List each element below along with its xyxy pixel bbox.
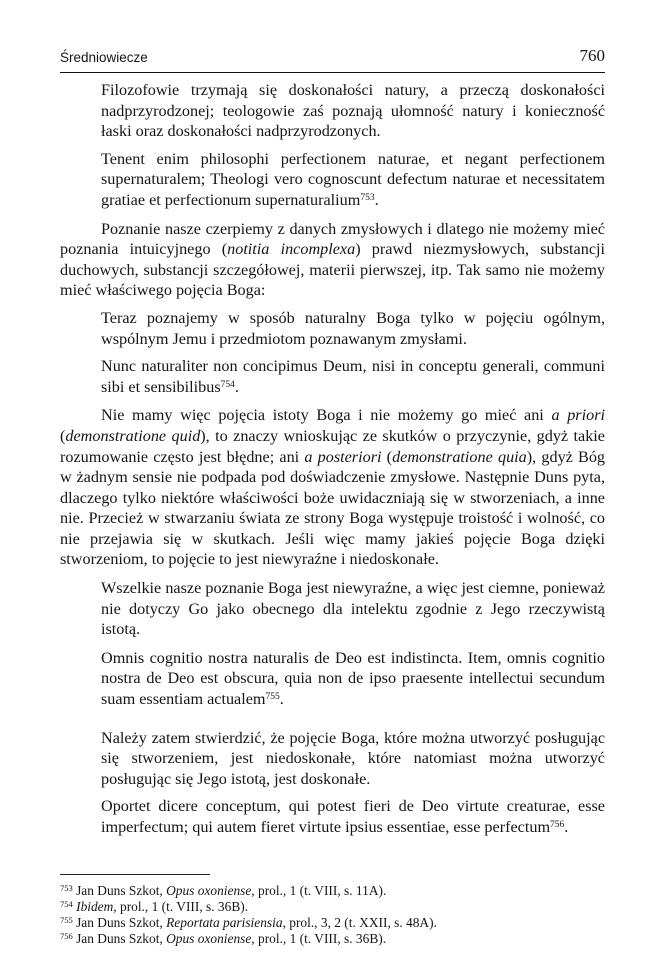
footnote-ref: 755 <box>265 692 280 703</box>
text-run: ), to znaczy wnioskując ze skutków o przyczynie, gdyż takie rozumowanie często jest błędne; ani <box>60 426 605 466</box>
body-paragraph <box>60 405 605 570</box>
footnotes <box>60 883 605 947</box>
text-run: . <box>279 690 284 709</box>
text-run: Jan Duns Szkot, <box>72 915 167 930</box>
footnote-ref: 755 <box>60 915 73 925</box>
header-title: Średniowiecze <box>60 50 148 65</box>
text-run: ( <box>60 426 66 445</box>
italic-text: Ibidem <box>76 899 114 914</box>
text-run: . <box>374 190 379 209</box>
quote-paragraph <box>101 796 605 837</box>
footnote <box>60 899 605 915</box>
quote-paragraph <box>101 648 605 710</box>
footnote <box>60 883 605 899</box>
footnote <box>60 931 605 947</box>
quote-paragraph <box>101 728 605 790</box>
italic-text: a priori <box>551 406 605 425</box>
text-run: Omnis cognitio nostra naturalis de Deo est indistincta. Item, omnis cognitio nostra de Deo est obscura, quia non de ipso praesente intellectui secundum suam essentiam actualem <box>101 648 605 709</box>
text-run: Nunc naturaliter non concipimus Deum, nisi in conceptu generali, communi sibi et sensibilibus <box>101 357 605 396</box>
footnote-ref: 754 <box>220 379 235 390</box>
text-run: Oportet dicere conceptum, qui potest fieri de Deo virtute creaturae, esse imperfectum; qui autem fieret virtute ipsius essentiae, esse perfectum <box>101 797 605 836</box>
text-run: Teraz poznajemy w sposób naturalny Boga tylko w pojęciu ogólnym, wspólnym Jemu i przedmiotom poznawanym zmysłami. <box>101 308 605 348</box>
running-header <box>60 44 605 70</box>
text-run: Jan Duns Szkot, <box>72 883 167 898</box>
italic-text: Reportata parisiensia <box>166 915 283 930</box>
text-run: Wszelkie nasze poznanie Boga jest niewyraźne, a więc jest ciemne, ponieważ nie dotyczy Go jako obecnego dla intelektu zgodnie z Jego rzeczywistą istotą. <box>101 579 605 639</box>
text-run: Poznanie nasze czerpiemy z danych zmysłowych i dlatego nie możemy mieć poznania intuicyjnego ( <box>60 219 605 259</box>
quote-paragraph <box>101 578 605 640</box>
footnote-ref: 754 <box>60 899 73 909</box>
footnote <box>60 915 605 931</box>
footnote-ref: 756 <box>60 931 73 941</box>
italic-text: a posteriori <box>304 447 382 466</box>
text-run: , prol., 1 (t. VIII, s. 36B). <box>113 899 249 914</box>
footnote-ref: 756 <box>550 820 565 830</box>
italic-text: Opus oxoniense <box>166 883 252 898</box>
text-run: , prol., 1 (t. VIII, s. 36B). <box>251 931 387 946</box>
quote-paragraph <box>101 308 605 349</box>
text-run: Jan Duns Szkot, <box>72 931 167 946</box>
text-run: Filozofowie trzymają się doskonałości natury, a przeczą doskonałości nadprzyrodzonej; teologowie zaś poznają ułomność natury i konieczność łaski oraz doskonałości nadprzyrodzonych. <box>101 81 605 141</box>
footnote-ref: 753 <box>60 883 73 893</box>
italic-text: demonstratione quia <box>392 447 527 466</box>
text-run: , prol., 1 (t. VIII, s. 11A). <box>251 883 387 898</box>
text-run: ) prawd niezmysłowych, substancji duchowych, substancji szczegółowej, materii pierwszej, itp. Tak samo nie możemy mieć właściwego pojęcia Boga: <box>60 240 605 300</box>
body-paragraph <box>60 219 605 301</box>
page-number: 760 <box>579 46 605 65</box>
page-body <box>60 80 605 838</box>
header-rule <box>60 72 605 73</box>
italic-text: Opus oxoniense <box>166 931 252 946</box>
text-run: . <box>564 818 569 836</box>
quote-paragraph <box>101 149 605 211</box>
italic-text: notitia incomplexa <box>227 240 356 259</box>
footnote-rule <box>60 874 210 875</box>
italic-text: demonstratione quid <box>65 426 201 445</box>
text-run: Należy zatem stwierdzić, że pojęcie Boga, które można utworzyć posługując się stworzeniem, jest niedoskonałe, które natomiast można utworzyć posługując się Jego istotą, jest doskonałe. <box>101 728 605 788</box>
text-run: ), gdyż Bóg w żadnym sensie nie podpada pod doświadczenie zmysłowe. Następnie Duns pyta, dlaczego tylko niektóre właściwości boże uwidaczniają się w stworzeniach, a inne nie. Przecież w stwarzaniu świata ze strony Boga występuje troistość i wolność, co nie przejawia się w skutkach. Jeśli więc mamy jakieś pojęcie Boga dzięki stworzeniom, to pojęcie to jest niewyraźne i niedoskonałe. <box>60 447 606 569</box>
text-run: ( <box>381 447 393 466</box>
text-run: . <box>234 377 239 396</box>
text-run: Nie mamy więc pojęcia istoty Boga i nie możemy go mieć ani <box>101 406 552 425</box>
text-run: Tenent enim philosophi perfectionem naturae, et negant perfectionem supernaturalem; Theologi vero cognoscunt defectum naturae et necessitatem gratiae et perfectionum supernaturalium <box>101 149 605 209</box>
quote-paragraph <box>101 356 605 397</box>
text-run: , prol., 3, 2 (t. XXII, s. 48A). <box>282 915 437 930</box>
quote-paragraph <box>101 80 605 142</box>
footnote-ref: 753 <box>360 192 375 203</box>
